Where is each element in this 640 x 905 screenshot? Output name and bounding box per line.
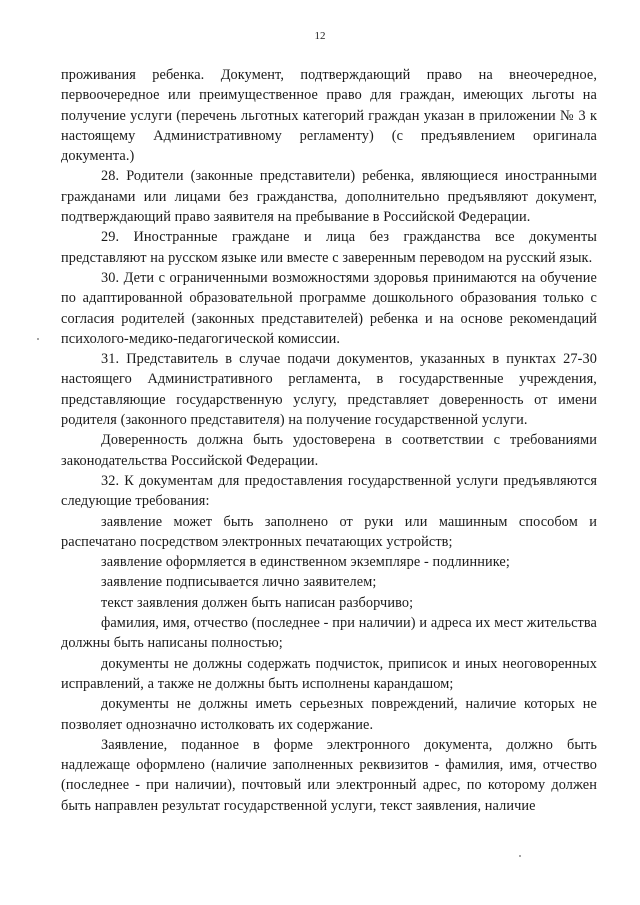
- scan-speck: [519, 855, 521, 857]
- paragraph: документы не должны иметь серьезных повреждений, наличие которых не позволяет однозначно истолковать их содержание.: [61, 696, 597, 733]
- paragraph: Заявление, поданное в форме электронного документа, должно быть надлежаще оформлено (наличие заполненных реквизитов - фамилия, имя, отчество (последнее - при наличии), почтовый или электронный адрес, по которому должен быть направлен результат государственной услуги, текст заявления, наличие: [61, 736, 597, 814]
- paragraph: заявление оформляется в единственном экземпляре - подлиннике;: [101, 554, 510, 571]
- paragraph: фамилия, имя, отчество (последнее - при наличии) и адреса их мест жительства должны быть написаны полностью;: [61, 615, 597, 652]
- scan-speck: [37, 338, 39, 340]
- paragraph: 28. Родители (законные представители) ребенка, являющиеся иностранными гражданами или лицами без гражданства, дополнительно предъявляют документ, подтверждающий право заявителя на пребывание в Российской Федерации.: [61, 168, 597, 226]
- paragraph: 32. К документам для предоставления государственной услуги предъявляются следующие требования:: [61, 472, 597, 510]
- paragraph: 29. Иностранные граждане и лица без гражданства все документы представляют на русском языке или вместе с заверенным переводом на русский язык.: [61, 229, 597, 266]
- paragraph: проживания ребенка. Документ, подтверждающий право на внеочередное, первоочередное или преимущественное право для граждан, имеющих льготы на получение услуги (перечень льготных категорий граждан указан в приложении № 3 к настоящему Административному регламенту) (с предъявлением оригинала документа.): [61, 67, 597, 165]
- paragraph: Доверенность должна быть удостоверена в соответствии с требованиями законодательства Российской Федерации.: [61, 432, 597, 469]
- paragraph: заявление подписывается лично заявителем;: [101, 574, 377, 591]
- paragraph: 31. Представитель в случае подачи документов, указанных в пунктах 27-30 настоящего Административного регламента, в государственные учреждения, представляющие государственную услугу, представляет доверенность от имени родителя (законного представителя) на получение государственной услуги.: [61, 351, 597, 429]
- document-body: [61, 65, 597, 816]
- paragraph: заявление может быть заполнено от руки или машинным способом и распечатано посредством электронных печатающих устройств;: [61, 513, 597, 550]
- page-number: 12: [314, 30, 326, 42]
- paragraph: 30. Дети с ограниченными возможностями здоровья принимаются на обучение по адаптированной образовательной программе дошкольного образования только с согласия родителей (законных представителей) ребенка и на основе рекомендаций психолого-медико-педагогической комиссии.: [61, 269, 597, 347]
- paragraph: текст заявления должен быть написан разборчиво;: [101, 594, 414, 611]
- paragraph: документы не должны содержать подчисток, приписок и иных неоговоренных исправлений, а также не должны быть исполнены карандашом;: [61, 655, 597, 692]
